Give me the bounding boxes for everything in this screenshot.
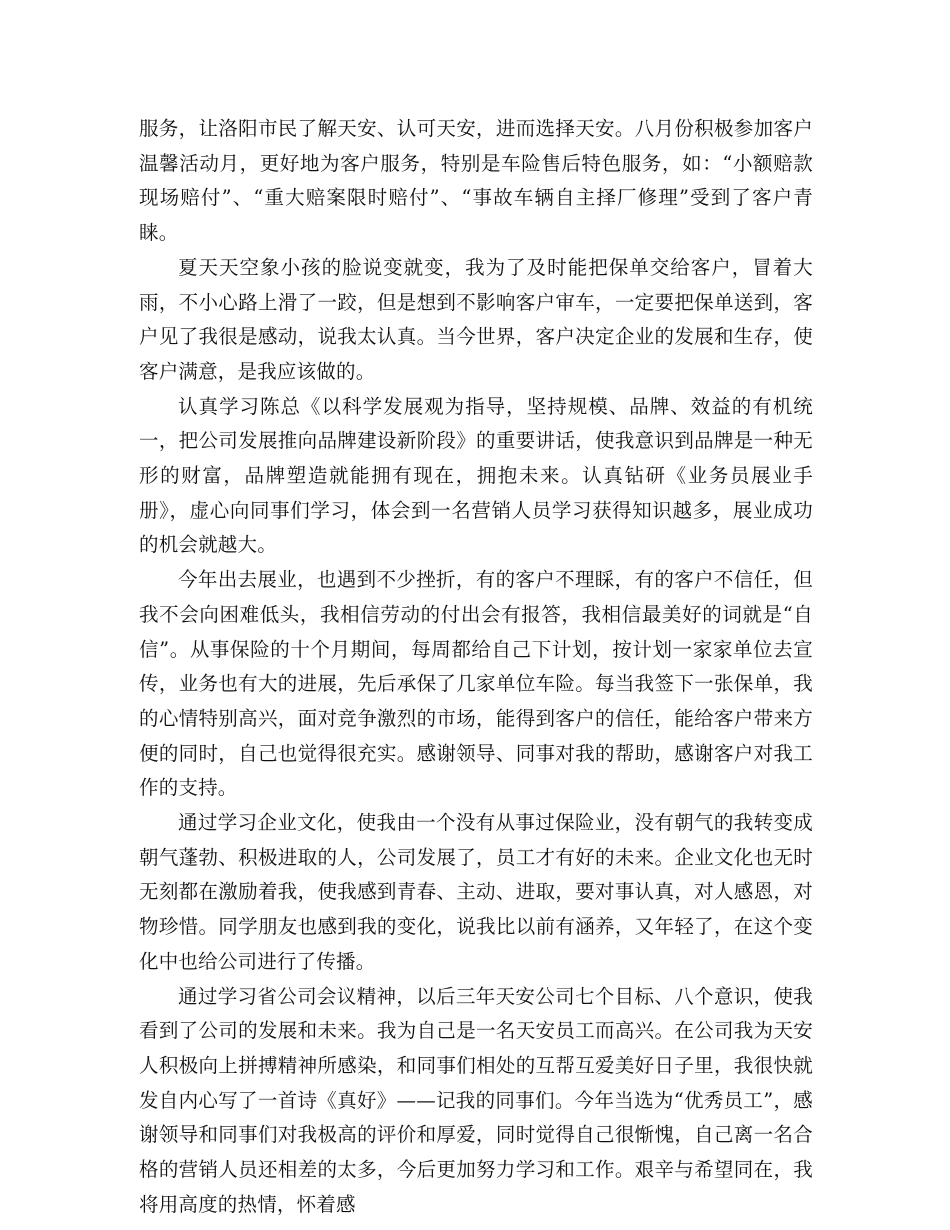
paragraph-continuation: 服务，让洛阳市民了解天安、认可天安，进而选择天安。八月份积极参加客户温馨活动月，更好地为客户服务，特别是车险售后特色服务，如：“小额赔款现场赔付”、“重大赔案限时赔付”、“事故车辆自主择厂修理”受到了客户青睐。	[139, 117, 813, 245]
paragraph: 通过学习省公司会议精神，以后三年天安公司七个目标、八个意识，使我看到了公司的发展和未来。我为自己是一名天安员工而高兴。在公司我为天安人积极向上拼搏精神所感染，和同事们相处的互帮互爱美好日子里，我很快就发自内心写了一首诗《真好》——记我的同事们。今年当选为“优秀员工”，感谢领导和同事们对我极高的评价和厚爱，同时觉得自己很惭愧，自己离一名合格的营销人员还相差的太多，今后更加努力学习和工作。艰辛与希望同在，我将用高度的热情，怀着感	[139, 984, 813, 1216]
paragraph: 今年出去展业，也遇到不少挫折，有的客户不理睬，有的客户不信任，但我不会向困难低头，我相信劳动的付出会有报答，我相信最美好的词就是“自信”。从事保险的十个月期间，每周都给自己下计划，按计划一家家单位去宣传，业务也有大的进展，先后承保了几家单位车险。每当我签下一张保单，我的心情特别高兴，面对竞争激烈的市场，能得到客户的信任，能给客户带来方便的同时，自己也觉得很充实。感谢领导、同事对我的帮助，感谢客户对我工作的支持。	[139, 568, 813, 800]
paragraph: 通过学习企业文化，使我由一个没有从事过保险业，没有朝气的我转变成朝气蓬勃、积极进取的人，公司发展了，员工才有好的未来。企业文化也无时无刻都在激励着我，使我感到青春、主动、进取，要对事认真，对人感恩，对物珍惜。同学朋友也感到我的变化，说我比以前有涵养，又年轻了，在这个变化中也给公司进行了传播。	[139, 811, 813, 973]
paragraph: 认真学习陈总《以科学发展观为指导，坚持规模、品牌、效益的有机统一，把公司发展推向品牌建设新阶段》的重要讲话，使我意识到品牌是一种无形的财富，品牌塑造就能拥有现在，拥抱未来。认真钻研《业务员展业手册》，虚心向同事们学习，体会到一名营销人员学习获得知识越多，展业成功的机会就越大。	[139, 394, 813, 557]
paragraph: 夏天天空象小孩的脸说变就变，我为了及时能把保单交给客户，冒着大雨，不小心路上滑了一跤，但是想到不影响客户审车，一定要把保单送到，客户见了我很是感动，说我太认真。当今世界，客户决定企业的发展和生存，使客户满意，是我应该做的。	[139, 255, 813, 383]
document-body	[139, 112, 813, 1223]
